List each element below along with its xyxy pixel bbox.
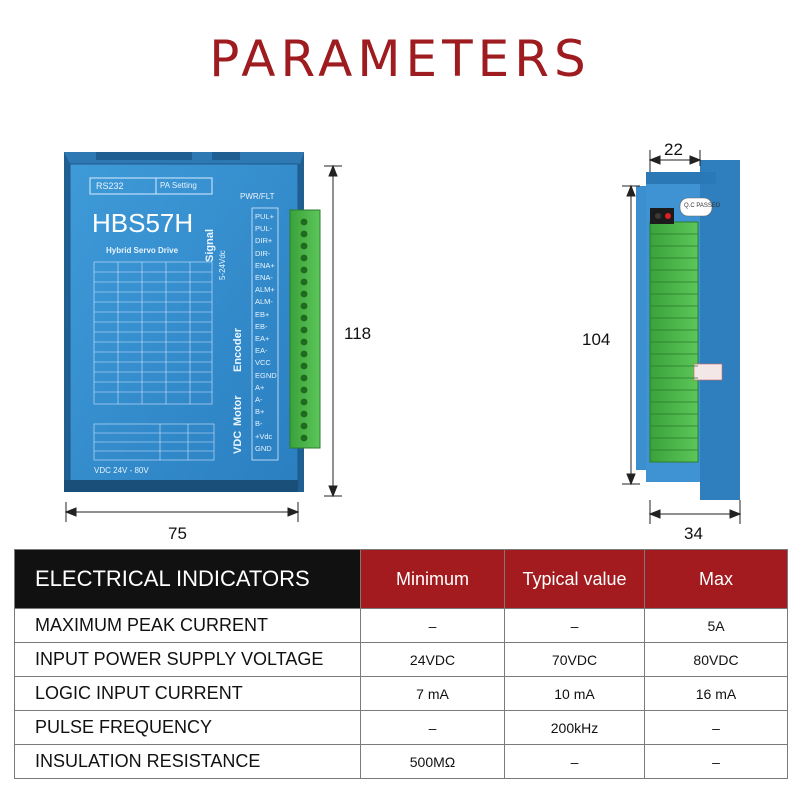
row-min: – xyxy=(361,609,505,643)
terminal-pin-label: ENA+ xyxy=(255,260,275,270)
header-electrical-indicators: ELECTRICAL INDICATORS xyxy=(15,550,361,609)
vdc-section-label: VDC xyxy=(232,430,244,454)
terminal-pin-label: EA- xyxy=(255,346,268,356)
row-param: PULSE FREQUENCY xyxy=(15,711,361,745)
row-param: MAXIMUM PEAK CURRENT xyxy=(15,609,361,643)
table-row xyxy=(15,745,788,779)
row-min: 24VDC xyxy=(361,643,505,677)
width-dimension-label: 75 xyxy=(168,524,187,543)
table-row xyxy=(15,677,788,711)
side-depth-dimension-label: 34 xyxy=(684,524,703,543)
side-height-dimension-label: 104 xyxy=(582,330,611,349)
row-typ: 200kHz xyxy=(505,711,645,745)
terminal-pin-label: VCC xyxy=(255,358,271,368)
page-title: PARAMETERS xyxy=(209,30,591,88)
terminal-pin-label: GND xyxy=(255,443,272,453)
header-typical-value: Typical value xyxy=(505,550,645,609)
terminal-pin-label: PUL- xyxy=(255,224,273,234)
header-minimum: Minimum xyxy=(361,550,505,609)
row-min: 7 mA xyxy=(361,677,505,711)
motor-section-label: Motor xyxy=(232,395,244,426)
row-typ: 10 mA xyxy=(505,677,645,711)
row-max: – xyxy=(645,745,788,779)
qc-passed-text: Q.C PASSED xyxy=(684,203,721,209)
row-param: LOGIC INPUT CURRENT xyxy=(15,677,361,711)
terminal-pin-label: PUL+ xyxy=(255,212,274,221)
header-max: Max xyxy=(645,550,788,609)
terminal-pin-label: DIR- xyxy=(255,248,271,258)
row-typ: – xyxy=(505,745,645,779)
driver-side-view xyxy=(636,160,740,500)
signal-voltage-label: 5-24Vdc xyxy=(218,250,227,280)
row-min: 500MΩ xyxy=(361,745,505,779)
terminal-pin-label: EB+ xyxy=(255,309,270,319)
terminal-pin-label: EA+ xyxy=(255,334,270,343)
table-row xyxy=(15,609,788,643)
row-min: – xyxy=(361,711,505,745)
row-max: 80VDC xyxy=(645,643,788,677)
height-dimension-label: 118 xyxy=(344,324,372,343)
driver-front-view xyxy=(64,152,320,492)
pwr-flt-label: PWR/FLT xyxy=(240,192,275,201)
terminal-pin-label: EGND xyxy=(255,370,277,380)
signal-section-label: Signal xyxy=(204,228,216,262)
encoder-section-label: Encoder xyxy=(232,327,244,372)
row-max: – xyxy=(645,711,788,745)
row-max: 5A xyxy=(645,609,788,643)
row-param: INSULATION RESISTANCE xyxy=(15,745,361,779)
driver-subtitle: Hybrid Servo Drive xyxy=(106,246,179,255)
table-header-row xyxy=(15,550,788,609)
terminal-pin-label: ALM- xyxy=(255,297,273,307)
row-typ: 70VDC xyxy=(505,643,645,677)
row-max: 16 mA xyxy=(645,677,788,711)
rs232-panel-label: RS232 xyxy=(96,181,124,191)
row-typ: – xyxy=(505,609,645,643)
terminal-pin-label: B- xyxy=(255,419,263,429)
table-row xyxy=(15,711,788,745)
pa-setting-panel-label: PA Setting xyxy=(160,181,197,190)
electrical-spec-table xyxy=(14,549,788,779)
terminal-pin-label: EB- xyxy=(255,321,268,331)
voltage-range-label: VDC 24V - 80V xyxy=(94,466,149,475)
terminal-pin-label: ALM+ xyxy=(255,285,275,295)
terminal-pin-label: A- xyxy=(255,395,263,404)
table-row xyxy=(15,643,788,677)
driver-model-label: HBS57H xyxy=(92,208,194,238)
terminal-pin-label: DIR+ xyxy=(255,236,273,246)
terminal-pin-label: A+ xyxy=(255,382,265,392)
terminal-pin-label: ENA- xyxy=(255,273,273,282)
side-top-dimension-label: 22 xyxy=(664,140,683,159)
terminal-pin-label: B+ xyxy=(255,407,265,417)
terminal-pin-label: +Vdc xyxy=(255,431,273,441)
row-param: INPUT POWER SUPPLY VOLTAGE xyxy=(15,643,361,677)
